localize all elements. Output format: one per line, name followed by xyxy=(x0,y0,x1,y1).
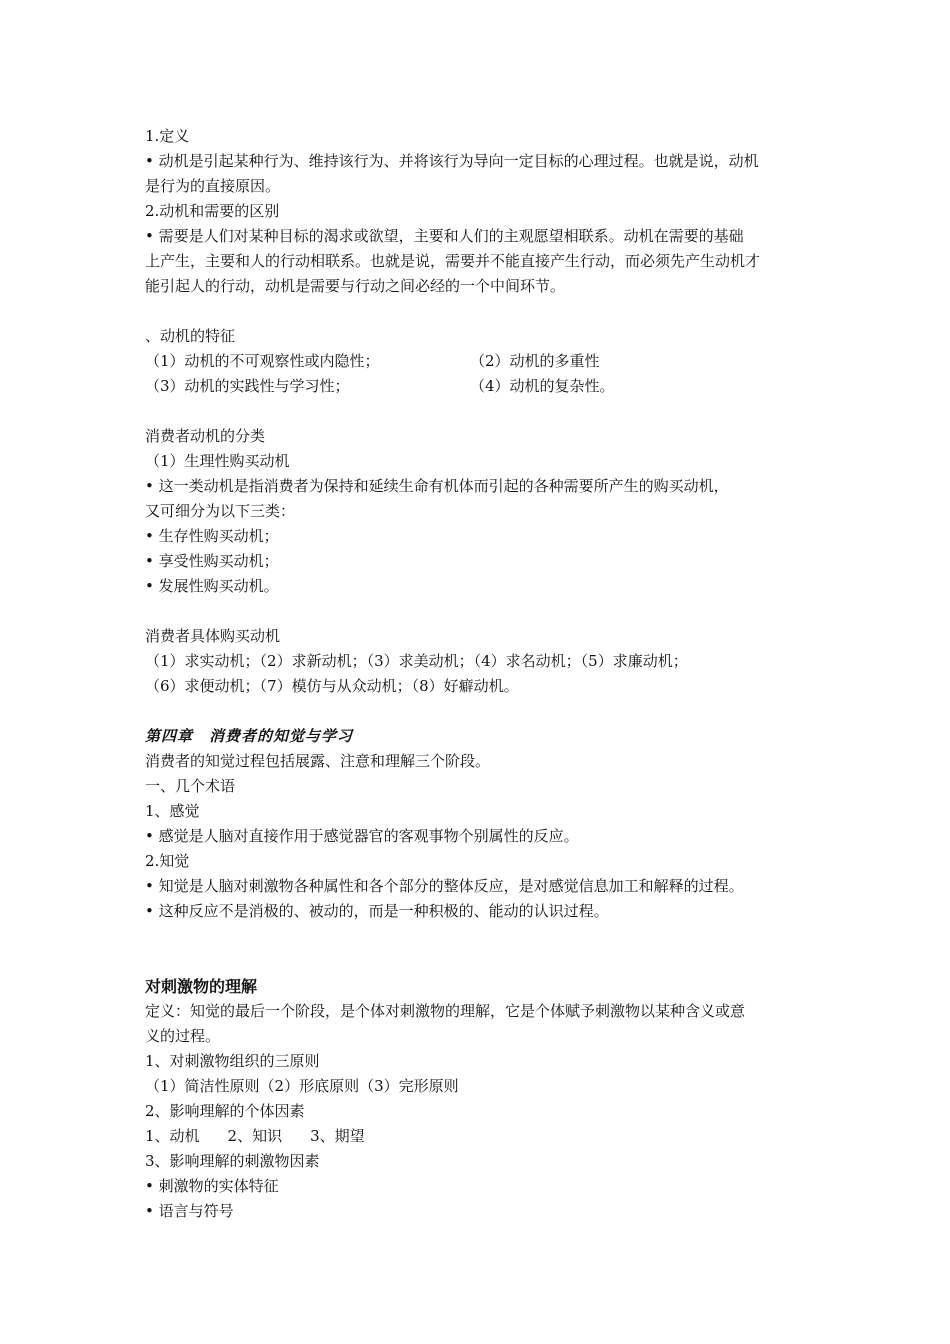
subheading-stimulus-factors: 3、影响理解的刺激物因素 xyxy=(145,1152,320,1170)
list-item: • 知觉是人脑对刺激物各种属性和各个部分的整体反应，是对感觉信息加工和解释的过程。 xyxy=(145,877,744,895)
factor-item: 2、知识 xyxy=(227,1127,283,1145)
list-item: • 享受性购买动机； xyxy=(145,552,279,570)
section-heading-features: 、动机的特征 xyxy=(145,327,236,345)
paragraph-line: 又可细分为以下三类： xyxy=(145,502,296,520)
subheading: （1）生理性购买动机 xyxy=(145,452,290,470)
feature-item: （4）动机的复杂性。 xyxy=(470,377,615,395)
feature-item: （1）动机的不可观察性或内隐性； xyxy=(145,352,380,370)
factor-item: 3、期望 xyxy=(310,1127,365,1145)
spacer xyxy=(145,299,815,324)
subheading-perception: 2.知觉 xyxy=(145,852,190,870)
spacer xyxy=(145,699,815,724)
list-item: • 生存性购买动机； xyxy=(145,527,279,545)
feature-item: （3）动机的实践性与学习性； xyxy=(145,377,350,395)
spacer xyxy=(145,399,815,424)
paragraph-line: 义的过程。 xyxy=(145,1027,221,1045)
section-heading-definition: 1.定义 xyxy=(145,127,190,145)
subheading-organization: 1、对刺激物组织的三原则 xyxy=(145,1052,320,1070)
paragraph-line: 上产生，主要和人的行动相联系。也就是说，需要并不能直接产生行动，而必须先产生动机才 xyxy=(145,252,761,270)
section-heading-terms: 一、几个术语 xyxy=(145,777,236,795)
section-heading-specific-motives: 消费者具体购买动机 xyxy=(145,627,281,645)
paragraph-line: 消费者的知觉过程包括展露、注意和理解三个阶段。 xyxy=(145,752,491,770)
list-item: • 刺激物的实体特征 xyxy=(145,1177,279,1195)
paragraph-line: 定义：知觉的最后一个阶段，是个体对刺激物的理解，它是个体赋予刺激物以某种含义或意 xyxy=(145,1002,746,1020)
features-row xyxy=(145,349,815,374)
subheading-sense: 1、感觉 xyxy=(145,802,200,820)
paragraph-line: 能引起人的行动，动机是需要与行动之间必经的一个中间环节。 xyxy=(145,277,566,295)
section-heading-understanding: 对刺激物的理解 xyxy=(145,977,258,996)
paragraph-line: 是行为的直接原因。 xyxy=(145,177,281,195)
paragraph-line: • 这一类动机是指消费者为保持和延续生命有机体而引起的各种需要所产生的购买动机， xyxy=(145,477,729,495)
paragraph-line: • 动机是引起某种行为、维持该行为、并将该行为导向一定目标的心理过程。也就是说，动机 xyxy=(145,152,759,170)
list-item: • 发展性购买动机。 xyxy=(145,577,279,595)
spacer xyxy=(145,924,815,949)
features-row xyxy=(145,374,815,399)
section-heading-classification: 消费者动机的分类 xyxy=(145,427,266,445)
list-item: • 语言与符号 xyxy=(145,1202,234,1220)
spacer xyxy=(145,599,815,624)
paragraph-line: （1）简洁性原则（2）形底原则（3）完形原则 xyxy=(145,1077,459,1095)
chapter-title: 第四章 消费者的知觉与学习 xyxy=(145,727,354,745)
document-page xyxy=(145,124,815,1224)
paragraph-line: （6）求便动机；（7）模仿与从众动机；（8）好癖动机。 xyxy=(145,677,519,695)
section-heading-difference: 2.动机和需要的区别 xyxy=(145,202,280,220)
paragraph-line: （1）求实动机；（2）求新动机；（3）求美动机；（4）求名动机；（5）求廉动机； xyxy=(145,652,688,670)
personal-factors-row xyxy=(145,1124,815,1149)
list-item: • 感觉是人脑对直接作用于感觉器官的客观事物个别属性的反应。 xyxy=(145,827,579,845)
spacer xyxy=(145,949,815,974)
factor-item: 1、动机 xyxy=(145,1127,200,1145)
feature-item: （2）动机的多重性 xyxy=(470,352,600,370)
subheading-personal-factors: 2、影响理解的个体因素 xyxy=(145,1102,305,1120)
paragraph-line: • 需要是人们对某种目标的渴求或欲望，主要和人们的主观愿望相联系。动机在需要的基础 xyxy=(145,227,744,245)
list-item: • 这种反应不是消极的、被动的，而是一种积极的、能动的认识过程。 xyxy=(145,902,609,920)
